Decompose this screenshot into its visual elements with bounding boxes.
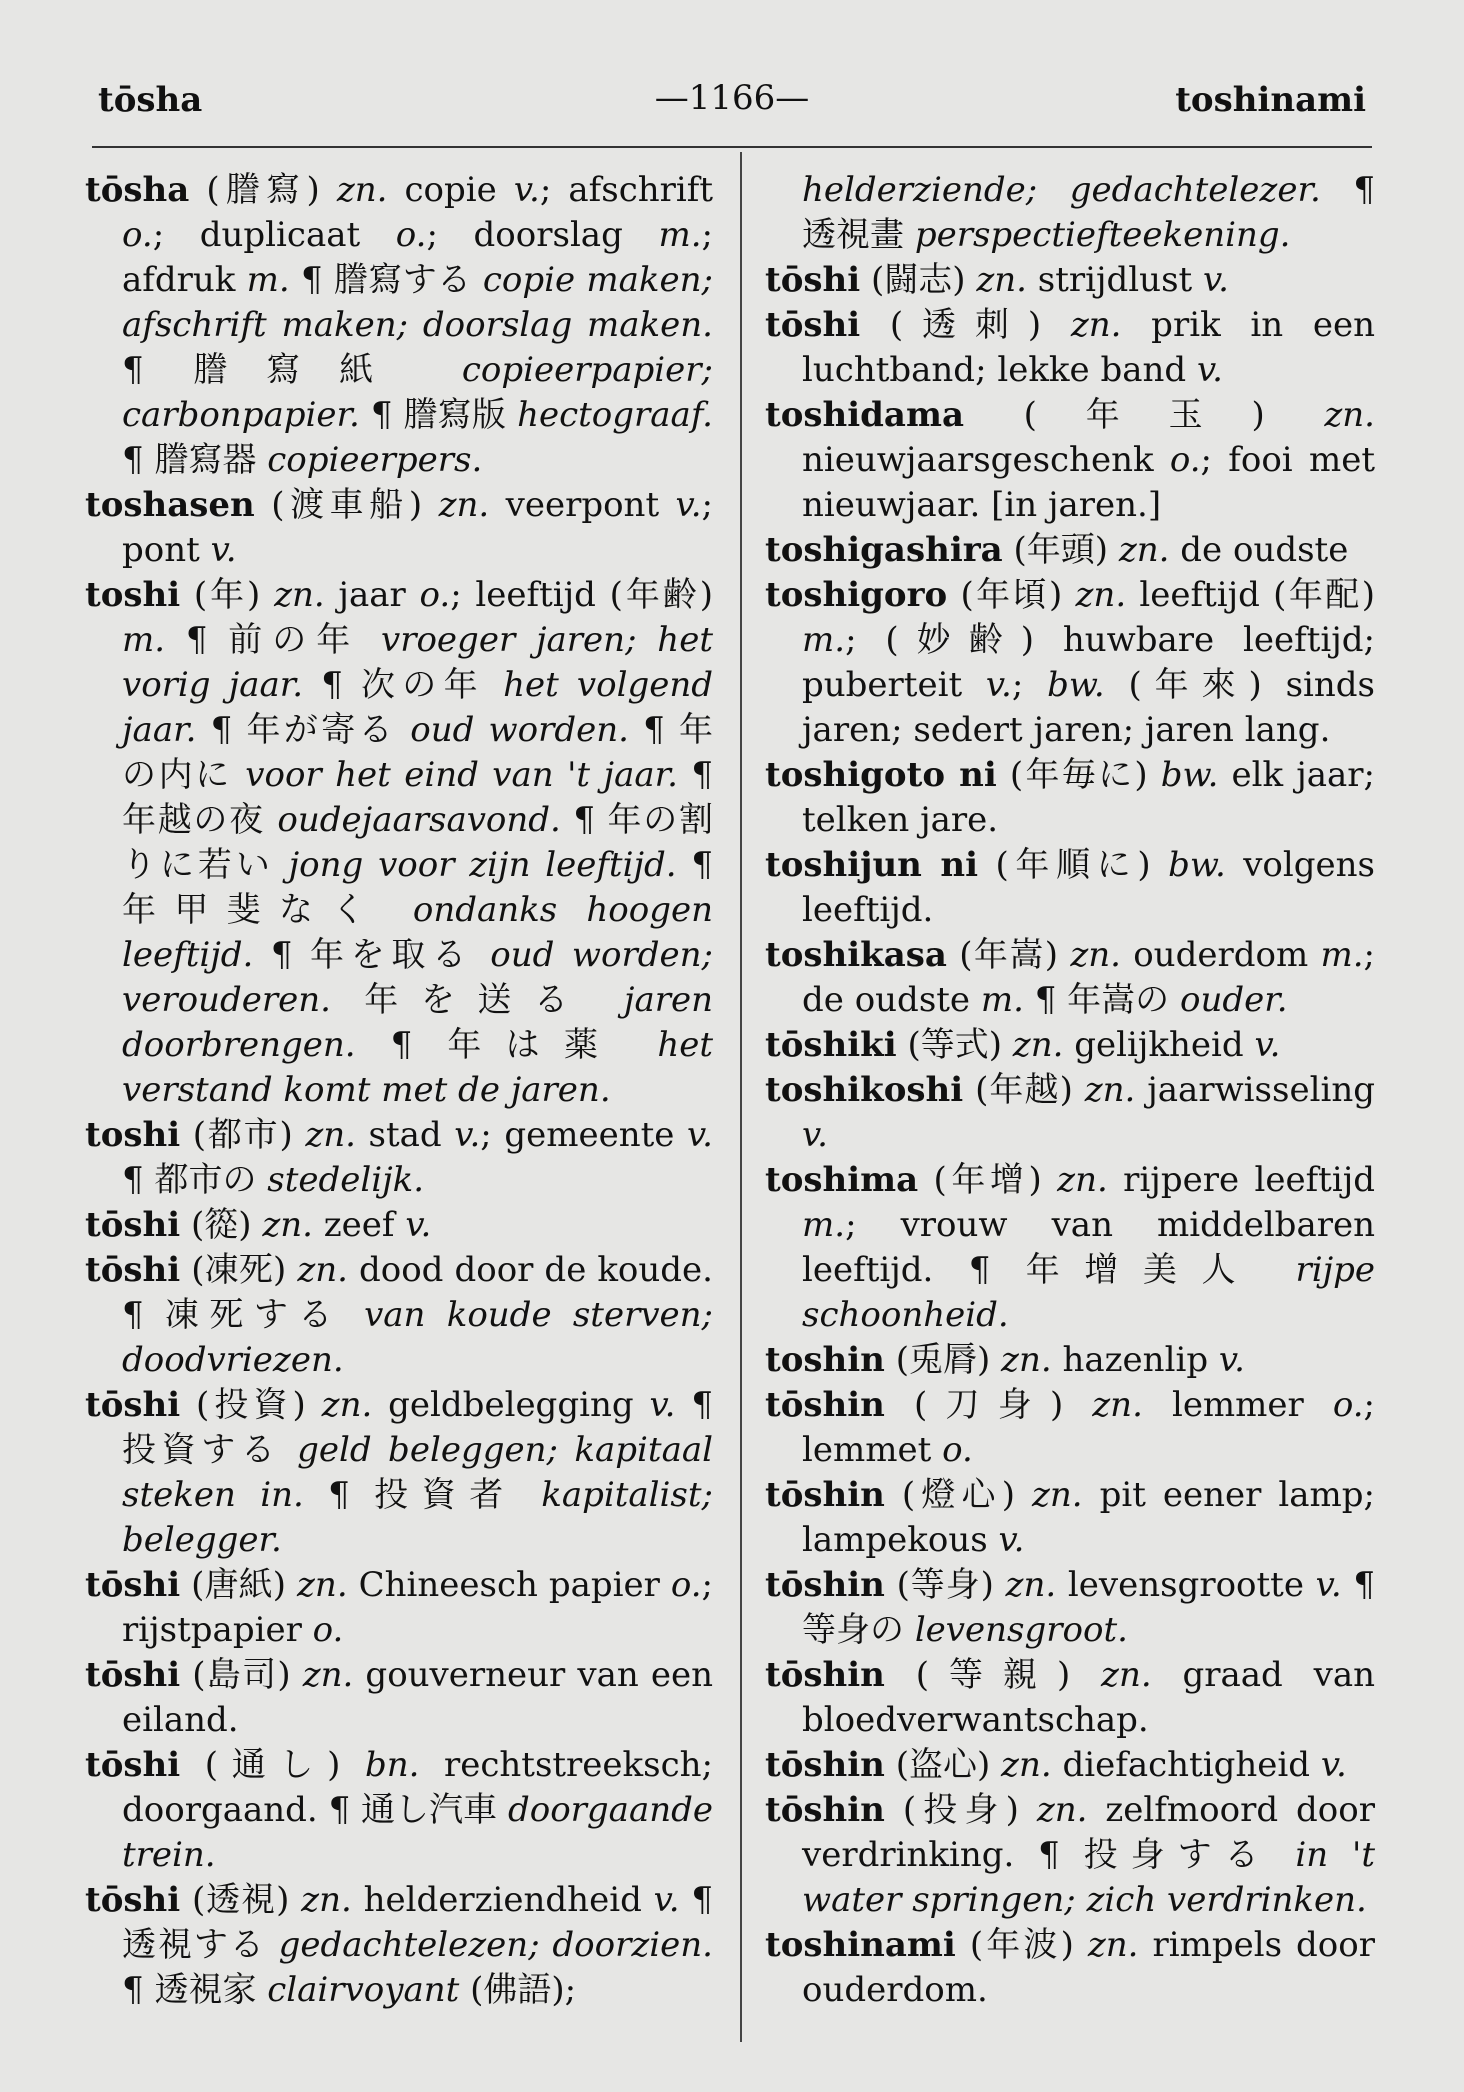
entry-text: ¶ 年嵩の: [1023, 980, 1180, 1020]
entry-italic-text: zn.: [305, 1115, 356, 1155]
dictionary-entry: [85, 1203, 713, 1248]
entry-italic-text: zn.: [336, 170, 388, 210]
entry-text: levensgrootte: [1056, 1565, 1316, 1605]
entry-italic-text: bw.: [1160, 755, 1219, 795]
entry-italic-text: o.: [1332, 1385, 1364, 1425]
dictionary-entry: [765, 1068, 1375, 1158]
entry-italic-text: o.: [942, 1430, 973, 1470]
entry-headword: toshidama: [765, 395, 964, 435]
entry-text: ¶ 謄寫器: [122, 440, 268, 480]
entry-text: ; doorslag: [426, 215, 659, 255]
entry-italic-text: m.: [246, 260, 290, 300]
left-column: [85, 168, 713, 2013]
entry-text: ¶ 透視畫: [802, 170, 1375, 255]
entry-text: veerpont: [489, 485, 676, 525]
entry-text: (年波): [969, 1925, 1088, 1965]
entry-text: ; pont: [122, 485, 713, 570]
entry-italic-text: v.: [653, 1880, 680, 1920]
entry-text: ¶ 投身する: [1014, 1835, 1296, 1875]
entry-text: ; gemeente: [480, 1115, 687, 1155]
dictionary-entry: [765, 1563, 1375, 1653]
entry-headword: tōshi: [85, 1745, 181, 1785]
entry-text: jaar: [324, 575, 420, 615]
entry-italic-text: zn.: [1031, 1475, 1083, 1515]
entry-headword: tōshi: [85, 1385, 181, 1425]
entry-text: ¶ 年を取る: [253, 935, 491, 975]
entry-text: ¶ 謄寫版: [359, 395, 518, 435]
entry-text: ¶ 年の内に: [122, 710, 713, 795]
dictionary-entry: [765, 843, 1375, 933]
entry-text: (年嵩): [959, 935, 1071, 975]
entry-italic-text: jong voor zijn leeftijd.: [288, 845, 677, 885]
entry-text: diefachtigheid: [1051, 1745, 1321, 1785]
running-head-left: tōsha: [98, 80, 203, 120]
entry-headword: tōshin: [765, 1790, 885, 1830]
entry-headword: tōshi: [765, 260, 861, 300]
dictionary-entry: [765, 1338, 1375, 1383]
dictionary-entry: [85, 573, 713, 1113]
entry-text: rechtstreeksch; doorgaand.: [122, 1745, 713, 1830]
dictionary-entry: [765, 1743, 1375, 1788]
page-number: —1166—: [654, 78, 810, 118]
entry-italic-text: o.: [419, 575, 451, 615]
entry-text: (年): [193, 575, 275, 615]
entry-text: (年增): [933, 1160, 1058, 1200]
entry-italic-text: kapitalist; belegger.: [122, 1475, 713, 1560]
entry-headword: tōsha: [85, 170, 190, 210]
entry-text: elk jaar; telken jare.: [802, 755, 1376, 840]
entry-italic-text: clairvoyant: [267, 1970, 460, 2010]
dictionary-entry: [85, 1743, 713, 1878]
entry-italic-text: o.: [1169, 440, 1201, 480]
entry-italic-text: oud worden; verouderen.: [122, 935, 713, 1020]
dictionary-entry: [85, 1653, 713, 1743]
entry-italic-text: zn.: [1001, 1340, 1052, 1380]
entry-italic-text: bw.: [1168, 845, 1226, 885]
entry-text: nieuwjaarsgeschenk: [802, 440, 1170, 480]
entry-italic-text: m.: [802, 1205, 846, 1245]
entry-italic-text: oudejaarsavond.: [277, 800, 561, 840]
entry-italic-text: v.: [1320, 1745, 1347, 1785]
entry-text: (等親): [915, 1655, 1102, 1695]
entry-text: (年頭): [1013, 530, 1119, 570]
dictionary-entry: [765, 393, 1375, 528]
entry-italic-text: zn.: [274, 575, 325, 615]
entry-italic-text: v.: [1254, 1025, 1281, 1065]
entry-text: (燈心): [901, 1475, 1032, 1515]
entry-italic-text: rijpe schoonheid.: [802, 1250, 1375, 1335]
entry-headword: tōshi: [85, 1250, 181, 1290]
entry-text: (渡車船): [271, 485, 439, 525]
right-column: [765, 168, 1375, 2013]
entry-text: hazenlip: [1051, 1340, 1219, 1380]
entry-text: ¶ 年甲斐なく: [122, 845, 713, 930]
dictionary-entry: [765, 1788, 1375, 1923]
entry-italic-text: zn.: [262, 1205, 313, 1245]
entry-italic-text: bn.: [364, 1745, 420, 1785]
entry-italic-text: zn.: [1118, 530, 1170, 570]
entry-headword: tōshin: [765, 1655, 885, 1695]
entry-italic-text: ouder.: [1180, 980, 1288, 1020]
dictionary-entry: [765, 573, 1375, 753]
entry-italic-text: o.: [670, 1565, 702, 1605]
entry-italic-text: oud worden.: [410, 710, 629, 750]
entry-italic-text: zn.: [301, 1880, 352, 1920]
entry-italic-text: zn.: [1101, 1655, 1152, 1695]
entry-text: (年來) sinds jaren; sedert jaren; jaren lang.: [802, 665, 1376, 750]
dictionary-entry: [85, 1878, 713, 2013]
entry-text: ¶ 通し汽車: [317, 1790, 508, 1830]
entry-text: (年毎に): [1009, 755, 1161, 795]
entry-italic-text: v.: [985, 665, 1012, 705]
entry-italic-text: helderziende; gedachtelezer.: [802, 170, 1321, 210]
entry-italic-text: v.: [1315, 1565, 1342, 1605]
entry-italic-text: v.: [513, 170, 540, 210]
entry-italic-text: het volgend jaar.: [122, 665, 713, 750]
entry-italic-text: zn.: [1001, 1745, 1052, 1785]
entry-italic-text: zn.: [1005, 1565, 1057, 1605]
entry-italic-text: v.: [210, 530, 237, 570]
entry-headword: toshi: [85, 575, 181, 615]
entry-text: (唐紙): [191, 1565, 298, 1605]
entry-text: (年玉): [1023, 395, 1325, 435]
entry-italic-text: voor het eind van 't jaar.: [245, 755, 678, 795]
running-head-right: toshinami: [1175, 80, 1366, 120]
dictionary-entry: [85, 1248, 713, 1383]
entry-italic-text: in 't water springen; zich verdrinken.: [802, 1835, 1375, 1920]
entry-headword: tōshi: [85, 1655, 181, 1695]
entry-text: (年頃): [960, 575, 1076, 615]
dictionary-entry: [765, 168, 1375, 258]
entry-headword: tōshin: [765, 1385, 885, 1425]
entry-text: (闘志): [870, 260, 977, 300]
entry-text: zelfmoord door verdrinking.: [802, 1790, 1376, 1875]
entry-italic-text: stedelijk.: [267, 1160, 425, 1200]
entry-italic-text: m.: [122, 620, 166, 660]
entry-text: ; fooi met nieuwjaar. [in jaren.]: [802, 440, 1375, 525]
entry-text: ;: [1011, 665, 1048, 705]
column-divider: [740, 152, 742, 2042]
entry-italic-text: levensgroot.: [914, 1610, 1128, 1650]
entry-headword: toshikoshi: [765, 1070, 964, 1110]
entry-text: graad van bloedverwantschap.: [802, 1655, 1375, 1740]
entry-italic-text: m.: [802, 620, 846, 660]
entry-text: ; lemmet: [802, 1385, 1375, 1470]
entry-text: ¶ 次の年: [303, 665, 504, 705]
entry-text: ¶ 年增美人: [933, 1250, 1296, 1290]
entry-text: 年を送る: [330, 980, 624, 1020]
entry-headword: toshigoro: [765, 575, 948, 615]
entry-text: copie: [387, 170, 514, 210]
entry-italic-text: v.: [649, 1385, 676, 1425]
dictionary-entry: [765, 1473, 1375, 1563]
entry-italic-text: van koude sterven; doodvriezen.: [122, 1295, 714, 1380]
entry-italic-text: zn.: [1092, 1385, 1143, 1425]
entry-headword: tōshi: [85, 1565, 181, 1605]
entry-text: geldbelegging: [372, 1385, 650, 1425]
entry-text: (凍死): [191, 1250, 298, 1290]
entry-text: ¶ 年が寄る: [196, 710, 411, 750]
entry-text: jaarwisseling: [1135, 1070, 1375, 1110]
entry-italic-text: zn.: [1012, 1025, 1064, 1065]
entry-text: pit eener lamp; lampekous: [802, 1475, 1376, 1560]
entry-italic-text: zn.: [438, 485, 490, 525]
entry-headword: tōshi: [85, 1880, 181, 1920]
entry-text: ; leeftijd (年齢): [450, 575, 714, 615]
entry-italic-text: copieerpapier; carbonpapier.: [122, 350, 713, 435]
header-rule: [92, 146, 1372, 148]
entry-italic-text: v.: [454, 1115, 481, 1155]
dictionary-entry: [85, 1563, 713, 1653]
entry-italic-text: m.: [980, 980, 1024, 1020]
entry-text: dood door de koude.: [347, 1250, 713, 1290]
entry-text: ¶ 凍死する: [122, 1295, 365, 1335]
entry-text: (透視): [191, 1880, 302, 1920]
entry-text: de oudste: [1169, 530, 1349, 570]
entry-text: ¶ 都市の: [122, 1160, 268, 1200]
entry-italic-text: zn.: [1084, 1070, 1136, 1110]
entry-text: ¶ 年越の夜: [122, 755, 713, 840]
dictionary-entry: [765, 1923, 1375, 2013]
entry-italic-text: zn.: [321, 1385, 373, 1425]
entry-text: stad: [355, 1115, 455, 1155]
entry-italic-text: gedachtelezen; doorzien.: [278, 1925, 713, 1965]
dictionary-entry: [765, 303, 1375, 393]
entry-italic-text: o.: [312, 1610, 344, 1650]
entry-text: (投資): [196, 1385, 322, 1425]
entry-italic-text: v.: [998, 1520, 1025, 1560]
entry-italic-text: m.: [658, 215, 702, 255]
dictionary-entry: [765, 1383, 1375, 1473]
entry-italic-text: zn.: [297, 1565, 348, 1605]
entry-text: ouderdom: [1120, 935, 1321, 975]
entry-italic-text: v.: [1203, 260, 1229, 300]
entry-headword: toshikasa: [765, 935, 947, 975]
dictionary-entry: [765, 258, 1375, 303]
entry-italic-text: doorgaande trein.: [122, 1790, 713, 1875]
entry-italic-text: copieerpers.: [267, 440, 483, 480]
entry-italic-text: geld beleggen; kapitaal steken in.: [122, 1430, 713, 1515]
dictionary-entry: [765, 753, 1375, 843]
entry-text: ; afdruk: [122, 215, 713, 300]
entry-italic-text: vroeger jaren; het vorig jaar.: [122, 620, 713, 705]
entry-text: prik in een luchtband; lekke band: [802, 305, 1376, 390]
entry-text: ¶ 年は薬: [355, 1025, 658, 1065]
dictionary-entry: [765, 528, 1375, 573]
entry-headword: toshijun ni: [765, 845, 979, 885]
entry-italic-text: copie maken; afschrift maken; doorslag maken.: [122, 260, 714, 345]
entry-text: helderziendheid: [351, 1880, 654, 1920]
entry-italic-text: v.: [1218, 1340, 1245, 1380]
entry-text: ¶ 投資者: [303, 1475, 542, 1515]
entry-italic-text: ondanks hoogen leeftijd.: [122, 890, 713, 975]
entry-text: gelijkheid: [1063, 1025, 1255, 1065]
entry-italic-text: zn.: [1324, 395, 1375, 435]
entry-headword: tōshin: [765, 1745, 885, 1785]
entry-text: (兎脣): [895, 1340, 1002, 1380]
entry-headword: tōshi: [85, 1205, 181, 1245]
entry-headword: tōshin: [765, 1475, 885, 1515]
entry-text: strijdlust: [1026, 260, 1203, 300]
entry-text: zeef: [312, 1205, 406, 1245]
entry-text: (佛語);: [459, 1970, 577, 2010]
entry-italic-text: v.: [1196, 350, 1223, 390]
entry-text: lemmer: [1142, 1385, 1333, 1425]
entry-italic-text: o.: [395, 215, 427, 255]
entry-italic-text: m.: [1320, 935, 1364, 975]
dictionary-entry: [765, 933, 1375, 1023]
entry-headword: tōshi: [765, 305, 861, 345]
entry-text: ¶ 透視家: [122, 1970, 268, 2010]
dictionary-entry: [85, 1113, 713, 1203]
entry-text: (等式): [907, 1025, 1013, 1065]
entry-text: ; rijstpapier: [122, 1565, 713, 1650]
entry-headword: toshin: [765, 1340, 885, 1380]
entry-italic-text: bw.: [1047, 665, 1105, 705]
entry-headword: tōshin: [765, 1565, 885, 1605]
entry-text: ; duplicaat: [152, 215, 396, 255]
entry-text: (透刺): [889, 305, 1071, 345]
entry-headword: toshasen: [85, 485, 255, 525]
entry-italic-text: het verstand komt met de jaren.: [122, 1025, 713, 1110]
entry-headword: toshi: [85, 1115, 181, 1155]
dictionary-entry: [85, 168, 713, 483]
entry-italic-text: zn.: [976, 260, 1027, 300]
entry-italic-text: v.: [687, 1115, 713, 1155]
entry-text: (謄寫): [206, 170, 337, 210]
entry-text: Chineesch papier: [347, 1565, 671, 1605]
entry-text: (通し): [204, 1745, 365, 1785]
entry-text: gouverneur van een eiland.: [122, 1655, 713, 1740]
entry-italic-text: zn.: [302, 1655, 354, 1695]
entry-text: (刀身): [913, 1385, 1093, 1425]
entry-headword: toshima: [765, 1160, 919, 1200]
entry-text: ¶ 透視する: [122, 1880, 713, 1965]
entry-text: (都市): [192, 1115, 306, 1155]
entry-text: ; afschrift: [539, 170, 714, 210]
dictionary-entry: [85, 1383, 713, 1563]
entry-italic-text: zn.: [1075, 575, 1127, 615]
entry-text: volgens leeftijd.: [802, 845, 1375, 930]
entry-text: (年順に): [995, 845, 1169, 885]
entry-text: ¶ 謄寫する: [289, 260, 483, 300]
entry-text: ; (妙齢) huwbare leeftijd; puberteit: [802, 620, 1375, 705]
entry-text: (篵): [190, 1205, 263, 1245]
entry-italic-text: o.: [122, 215, 153, 255]
entry-text: leeftijd (年配): [1126, 575, 1375, 615]
entry-text: ¶ 投資する: [122, 1385, 713, 1470]
entry-text: (島司): [192, 1655, 303, 1695]
entry-text: (投身): [902, 1790, 1037, 1830]
entry-headword: toshinami: [765, 1925, 956, 1965]
entry-italic-text: v.: [405, 1205, 432, 1245]
entry-italic-text: hectograaf.: [517, 395, 713, 435]
entry-italic-text: v.: [802, 1115, 828, 1155]
entry-text: ¶ 年の割りに若い: [122, 800, 713, 885]
entry-text: ; de oudste: [802, 935, 1375, 1020]
entry-text: rijpere leeftijd: [1107, 1160, 1375, 1200]
entry-text: ; vrouw van middelbaren leeftijd.: [802, 1205, 1375, 1290]
entry-italic-text: zn.: [297, 1250, 348, 1290]
dictionary-entry: [765, 1653, 1375, 1743]
entry-text: ¶ 謄寫紙: [122, 350, 462, 390]
entry-text: (等身): [896, 1565, 1006, 1605]
entry-italic-text: zn.: [1036, 1790, 1088, 1830]
entry-text: (盗心): [895, 1745, 1002, 1785]
entry-text: ¶ 等身の: [802, 1565, 1375, 1650]
entry-italic-text: perspectiefteekening.: [914, 215, 1291, 255]
entry-text: (年越): [975, 1070, 1085, 1110]
dictionary-entry: [765, 1023, 1375, 1068]
entry-headword: toshigoto ni: [765, 755, 997, 795]
entry-italic-text: zn.: [1057, 1160, 1108, 1200]
entry-italic-text: zn.: [1087, 1925, 1139, 1965]
entry-italic-text: zn.: [1070, 935, 1121, 975]
dictionary-entry: [765, 1158, 1375, 1338]
entry-text: ¶ 前の年: [165, 620, 381, 660]
entry-italic-text: v.: [675, 485, 702, 525]
entry-headword: tōshiki: [765, 1025, 897, 1065]
entry-italic-text: jaren doorbrengen.: [122, 980, 713, 1065]
entry-italic-text: zn.: [1070, 305, 1122, 345]
entry-text: rimpels door ouderdom.: [802, 1925, 1376, 2010]
entry-headword: toshigashira: [765, 530, 1003, 570]
dictionary-entry: [85, 483, 713, 573]
